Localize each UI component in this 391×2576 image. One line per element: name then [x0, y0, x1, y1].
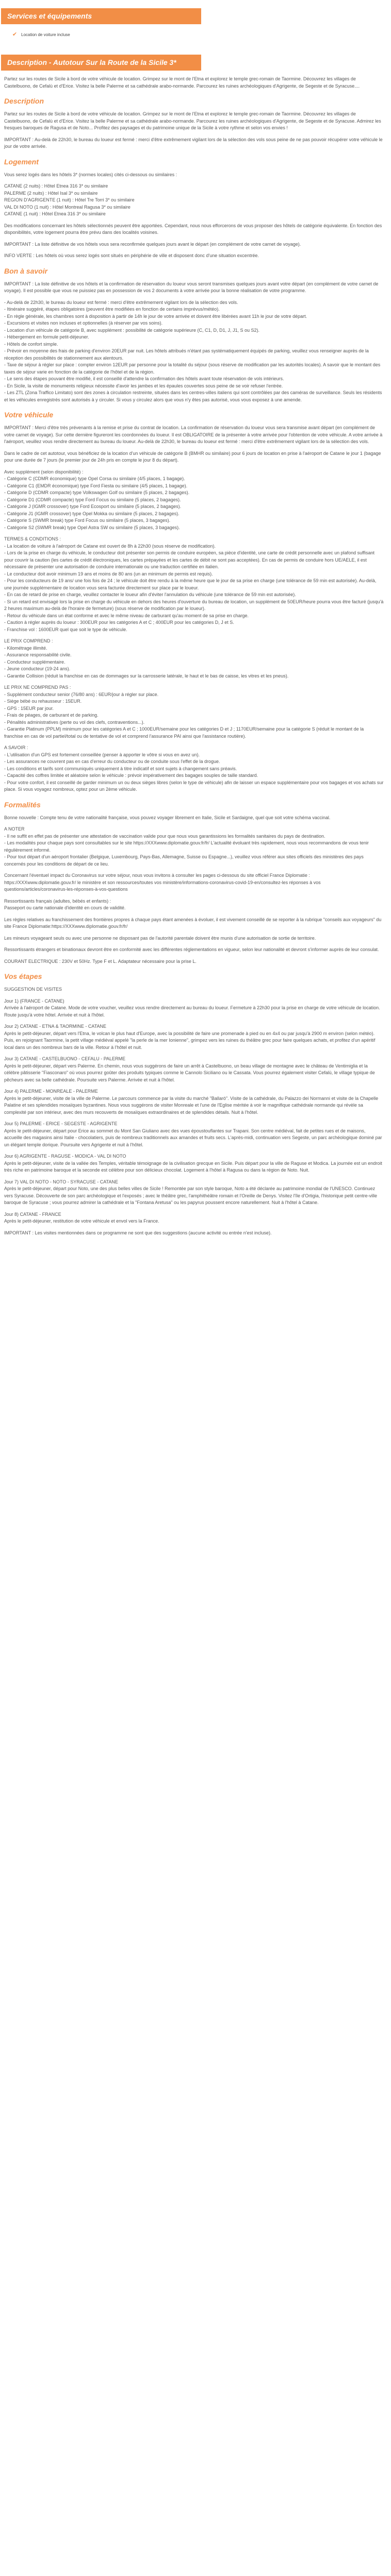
page	[0, 0, 391, 1262]
section-paragraph: CATANE (2 nuits) : Hôtel Etnea 316 3* ou similaire PALERME (2 nuits) : Hôtel Isal 3* ou similaire REGION D'AGRIGENTE (1 nuit) : Hôtel Tre Torri 3* ou similaire VAL DI NOTO (1 nuit) : Hôtel Montreal Ragusa 3* ou similaire CATANE (1 nuit) : Hôtel Etnea 316 3* ou similaire	[4, 183, 135, 216]
service-item-label: Location de voiture incluse	[21, 32, 70, 37]
section-heading: Logement	[4, 157, 39, 166]
section-paragraph: A NOTER - Il ne suffit en effet pas de présenter une attestation de vaccination valide pour que nous vous garantissions les formalités sanitaires du pays de destination. - Les modalités pour chaque pays sont consultables sur le site https://XXXwww.diplomatie.gouv.fr/fr/ L'actualité évoluant très rapidement, nous vous recommandons de vous tenir régulièrement informé. - Pour tout départ d'un aéroport frontalier (Belgique, Luxembourg, Pays-Bas, Allemagne, Suisse ou Espagne...), veuillez vous référer aux sites officiels des ministères des pays concernés pour les conditions de départ de ce lieu.	[4, 826, 369, 867]
section-paragraph: IMPORTANT : Au-delà de 22h30, le bureau du loueur est fermé : merci d'être extrêmement vigilant lors de la sélection des vols sous peine de ne pas pouvoir récupérer votre véhicule le jour de votre arrivée.	[4, 137, 383, 149]
section-paragraph: A SAVOIR : - L'utilisation d'un GPS est fortement conseillée (penser à apporter le vôtre si vous en avez un). - Les assurances ne couvrent pas en cas d'erreur du conducteur ou de conduite sous l'effet de la drogue. - Les conditions et tarifs sont communiqués uniquement à titre indicatif et sont sujets à changement sans préavis. - Capacité des coffres limitée et aléatoire selon le véhicule : prévoir impérativement des bagages souples de taille standard. - Pour votre confort, il est conseillé de garder minimum un ou deux sièges libres (selon le type de véhicule) afin de laisser un espace supplémentaire pour vos bagages et vos achats sur place. Si vous voyagez nombreux, optez pour un 2ème véhicule.	[4, 745, 384, 792]
section-paragraph: IMPORTANT : Merci d'être très prévenants à la remise et prise du contrat de location. La confirmation de réservation du loueur vous sera transmise avant départ (en complément de votre carnet de voyage). Sur cette dernière figureront les coordonnées du loueur. Il est OBLIGATOIRE de la présenter à votre arrivée pour l'obtention de votre véhicule. A votre arrivée à l'aéroport, veuillez vous rendre directement au bureau du loueur. Au-delà de 22h30, le bureau du loueur est fermé : merci d'être extrêmement vigilant lors de la sélection des vols.	[4, 425, 383, 444]
section-paragraph: IMPORTANT : Les visites mentionnées dans ce programme ne sont que des suggestions (aucune activité ou entrée n'est incluse).	[4, 1230, 272, 1235]
section-paragraph: Avec supplément (selon disponibilité) : - Catégorie C (CDMR économique) type Opel Corsa ou similaire (4/5 places, 1 bagage). - Catégorie C1 (EMDR économique) type Ford Fiesta ou similaire (4/5 places, 1 bagage). - Catégorie D (CDMR compacte) type Volkswagen Golf ou similaire (5 places, 2 bagages). - Catégorie D1 (CDMR compacte) type Ford Focus ou similaire (5 places, 2 bagages). - Catégorie J (IGMR crossover) type Ford Ecosport ou similaire (5 places, 2 bagages). - Catégorie J1 (IGMR crossover) type Opel Mokka ou similaire (5 places, 2 bagages). - Catégorie S (SWMR break) type Ford Focus ou similaire (5 places, 3 bagages). - Catégorie S2 (SWMR break) type Opel Astra SW ou similaire (5 places, 3 bagages).	[4, 469, 190, 530]
section-paragraph: Les mineurs voyageant seuls ou avec une personne ne disposant pas de l'autorité parentale doivent être munis d'une autorisation de sortie de territoire.	[4, 935, 316, 941]
section-paragraph: Partez sur les routes de Sicile à bord de votre véhicule de location. Grimpez sur le mont de l'Etna et explorez le temple grec-romain de Taormine. Découvrez les villages de Castelbuono, de Cefalù et d'Erice. Visitez la belle Palerme et sa cathédrale arabo-normande. Parcourez les ruines archéologiques d'Agrigente, de Segeste et de Syracuse. Admirez les fresques baroques de Ragusa et de Noto... Profitez des paysages et du patrimoine unique de la Sicile à votre rythme et selon vos envies !	[4, 111, 381, 130]
section-paragraph: Jour 1) (FRANCE - CATANE) Arrivée à l'aéroport de Catane. Mode de votre voucher, veuillez vous rendre directement au bureau du loueur. Fermeture à 22h30 pour la prise en charge de votre véhicule de location. Route jusqu'à votre hôtel. Arrivée et nuit à l'hôtel.	[4, 998, 380, 1018]
section-paragraph: Des modifications concernant les hôtels sélectionnés peuvent être apportées. Cependant, nous nous efforcerons de vous proposer des hôtels de catégorie équivalente. En fonction des disponibilités, votre logement pourra être prévu dans des localités voisines.	[4, 223, 382, 235]
section-paragraph: Jour 6) AGRIGENTE - RAGUSE - MODICA - VAL DI NOTO Après le petit-déjeuner, visite de la vallée des Temples, véritable témoignage de la civilisation grecque en Sicile. Puis départ pour la ville de Raguse et Modica. La journée est un endroit très riche en patrimoine baroque et la seconde est célèbre pour son délicieux chocolat. Logement à l'hôtel à Ragusa ou dans la région de Noto. Nuit.	[4, 1154, 382, 1173]
section-paragraph: COURANT ELECTRIQUE : 230V et 50Hz. Type F et L. Adaptateur nécessaire pour la prise L.	[4, 958, 197, 964]
section-paragraph: Jour 7) VAL DI NOTO - NOTO - SYRACUSE - CATANE Après le petit-déjeuner, départ pour Noto, une des plus belles villes de Sicile ! Remontée par son style baroque, Noto a été déclarée au patrimoine mondial de l'UNESCO. Continuez vers Syracuse. Découverte de son parc archéologique et l'exposés ; avec le théâtre grec, l'amphithéâtre romain et l'Oreille de Denys. Visitez l'île d'Ortigia, l'historique petit centre-ville baroque de Syracuse ; vous pourrez admirer la cathédrale et la "Fontana Aretusa" ou les papyrus poussent encore naturellement. Nuit à l'hôtel à Catane.	[4, 1179, 377, 1205]
content	[0, 76, 391, 1236]
section-paragraph: Vous serez logés dans les hôtels 3* (normes locales) cités ci-dessous ou similaires :	[4, 172, 177, 177]
section-paragraph: IMPORTANT : La liste définitive de vos hôtels vous sera reconfirmée quelques jours avant le départ (en complément de votre carnet de voyage).	[4, 241, 301, 247]
section-paragraph: SUGGESTION DE VISITES	[4, 987, 62, 992]
section-paragraph: Jour 5) PALERME - ERICE - SEGESTE - AGRIGENTE Après le petit-déjeuner, départ pour Erice au sommet du Mont San Giuliano avec des vues époustouflantes sur Trapani. Son centre médiéval, fait de petites rues et de maisons, accueille des magasins ainsi Italie - chocolatiers, puis de nombreux traditionnels aux amandes et fruits secs. L'après-midi, continuation vers Segeste, un parc archéologique dominé par un élégant temple dorique. Poursuite vers Agrigente et nuit à l'hôtel.	[4, 1121, 382, 1147]
section-paragraph: Jour 2) CATANE - ETNA & TAORMINE - CATANE Après le petit-déjeuner, départ vers l'Etna, le volcan le plus haut d'Europe, avec la possibilité de faire une promenade à pied ou en 4x4 ou par jusqu'à 2900 m environ (selon météo). Puis, en rejoignant Taormine, la petit village médiéval appelé "la perle de la mer Ionienne", grimpez vers les ruines du théâtre grec pour faire quelques achats, et profitez d'un apéritif local dans un des nombreux bars de la ville. Retour à l'hôtel et nuit.	[4, 1024, 376, 1050]
section-paragraph: - Au-delà de 22h30, le bureau du loueur est fermé : merci d'être extrêmement vigilant lors de la sélection des vols. - Itinéraire suggéré, étapes obligatoires (peuvent être modifiées en fonction de certains imprévus/météo). - En règle générale, les chambres sont à disposition à partir de 14h le jour de votre arrivée et doivent être libérées avant 11h le jour de votre départ. - Excursions et visites non incluses et optionnelles (à réserver par vos soins). - Location d'un véhicule de catégorie B, avec supplément : possibilité de catégorie supérieure (C, C1, D, D1, J, J1, S ou S2). - Hébergement en formule petit-déjeuner. - Hôtels de confort simple. - Prévoir en moyenne des frais de parking d'environ 20EUR par nuit. Les hôtels attribués n'étant pas systématiquement équipés de parking, veuillez vous renseigner auprès de la réception des possibilités de stationnement aux alentours. - Taxe de séjour à régler sur place : compter environ 12EUR par personne pour la totalité du séjour (sous réserve de modification par les autorités locales). A savoir que le montant des taxes de séjour varie en fonction de la catégorie de l'hôtel et de la région. - Le sens des étapes pouvant être modifié, il est conseillé d'attendre la confirmation des hôtels avant toute réservation de vols intérieurs. - En Sicile, la visite de monuments religieux nécessite d'avoir les jambes et les épaules couvertes sous peine de se voir refuser l'entrée. - Les ZTL (Zona Traffico Limitato) sont des zones à circulation restreinte, situées dans les centres-villes italiens qui sont contrôlées par des caméras de surveillance. Seuls les résidents et les véhicules enregistrés sont autorisés à y circuler. Si vous y circulez alors que vous n'y êtes pas autorisé, vous vous exposez à une amende.	[4, 299, 382, 402]
section-paragraph: INFO VERTE : Les hôtels où vous serez logés sont situés en périphérie de ville et disposent donc d'une situation excentrée.	[4, 253, 259, 258]
description-intro: Partez sur les routes de Sicile à bord de votre véhicule de location. Grimpez sur le mont de l'Etna et explorez le temple grec-romain de Taormine. Découvrez les villages de Castelbuono, de Cefalù et d'Erice. Visitez la belle Palerme et sa cathédrale arabo-normande. Parcourez les ruines archéologiques d'Agrigente, de Segeste et de Syracuse....	[4, 76, 360, 89]
service-item	[0, 24, 391, 49]
section-heading: Formalités	[4, 800, 41, 809]
section-heading: Description	[4, 97, 44, 105]
section-paragraph: Jour 3) CATANE - CASTELBUONO - CEFALU - PALERME Après le petit-déjeuner, départ vers Palerme. En chemin, nous vous suggérons de faire un arrêt à Castelbuono, un beau village de montagne avec le château de Ventimiglia et la célèbre pâtisserie "Fiasconaro" où vous pourrez goûter des produits typiques comme le Cannolo Siciliano ou le Cassata. Vous pourrez également visiter Cefalù, le village typique de pêcheurs avec sa belle cathédrale. Poursuite vers Palerme. Arrivée et nuit à l'hôtel.	[4, 1056, 375, 1082]
section-paragraph: LE PRIX NE COMPREND PAS : - Supplément conducteur senior (76/80 ans) : 6EUR/jour à régler sur place. - Siège bébé ou rehausseur : 15EUR. - GPS : 15EUR par jour. - Frais de péages, de carburant et de parking. - Pénalités administratives (perte ou vol des clefs, contraventions...). - Garantie Platinum (PPLM) minimum pour les catégories A et C ; 1000EUR/semaine pour les catégories D et J ; 1170EUR/semaine pour la catégorie S (réduit le montant de la franchise en cas de vol partiel/total ou de tentative de vol et comprend l'assurance PAI ainsi que l'assistance routière).	[4, 685, 364, 739]
section-heading: Votre véhicule	[4, 411, 54, 419]
section-paragraph: Les règles relatives au franchissement des frontières propres à chaque pays étant amenées à évoluer, il est vivement conseillé de se reporter à la rubrique "conseils aux voyageurs" du site France Diplomatie:https://XXXwww.diplomatie.gouv.fr/fr/	[4, 917, 382, 929]
sections	[4, 96, 384, 1236]
section-paragraph: Jour 4) PALERME - MONREALE - PALERME Après le petit-déjeuner, visite de la ville de Palerme. Le parcours commence par la visite du marché "Ballarò". Visite de la cathédrale, du Palazzo dei Normanni et visite de la Chapelle Palatine et ses splendides mosaïques byzantines. Nous vous suggérons de visiter Monreale et l'une de l'Eglise méritée à voir le magnifique cathédrale normande qui révèle sa complexité par son intérieur, avec des murs recouverts de mosaïques extraordinaires et de splendides détails. Nuit à l'hôtel.	[4, 1089, 379, 1115]
section-paragraph: Ressortissants étrangers et binationaux devront être en conformité avec les différentes réglementations en vigueur, selon leur nationalité et devront s'informer auprès de leur consulat.	[4, 947, 379, 952]
section-heading: Vos étapes	[4, 972, 42, 980]
section-paragraph: Jour 8) CATANE - FRANCE Après le petit-déjeuner, restitution de votre véhicule et envol vers la France.	[4, 1211, 159, 1224]
section-paragraph: TERMES & CONDITIONS : - La location de voiture à l'aéroport de Catane est ouvert de 8h à 22h30 (sous réserve de modification). - Lors de la prise en charge du véhicule, le conducteur doit présenter son permis de conduire européen, sa pièce d'identité, une carte de crédit personnelle avec un plafond suffisant pour couvrir la caution (les cartes de crédit électroniques, les cartes prépayées et les cartes de débit ne sont pas acceptées). En cas de permis de conduire hors UE/AELE, il est nécessaire de présenter une autorisation de conduire internationale ou une traduction certifiée en italien. - Le conducteur doit avoir minimum 19 ans et moins de 80 ans (un an minimum de permis est requis). - Pour les conducteurs de 19 ans/ une fois fois de 24 ; le véhicule doit être rendu à la même heure que le jour de sa prise en charge (une tolérance de 59 min est autorisée). Au-delà, une journée supplémentaire de location vous sera facturée directement sur place par le loueur. - En cas de retard de prise en charge, veuillez contacter le loueur afin d'éviter l'annulation du véhicule (une tolérance de 59 min est autorisée). - Si un retard est envisagé lors la prise en charge du véhicule en dehors des heures d'ouverture du bureau de location, un supplément de 50EUR/heure pourra vous être facturé (jusqu'à 2 heures maximum au-delà de l'horaire de fermeture) (sous réserve de modification par le loueur). - Retour du véhicule dans un état conforme et avec le même niveau de carburant qu'au moment de sa prise en charge. - Caution à régler auprès du loueur : 300EUR pour les catégories A et C ; 400EUR pour les catégories D, J et S. - Franchise vol : 1600EUR quel que soit le type de véhicule.	[4, 536, 384, 632]
section-paragraph: LE PRIX COMPREND : - Kilométrage illimité. - Assurance responsabilité civile. - Conducteur supplémentaire. - Jeune conducteur (19-24 ans). - Garantie Collision (réduit la franchise en cas de dommages sur la carrosserie latérale, le haut et le bas de caisse, les vitres et les pneus).	[4, 638, 289, 679]
section-heading: Bon à savoir	[4, 266, 48, 275]
checkmark-icon: ✔	[12, 31, 18, 38]
description-banner: Description - Autotour Sur la Route de la Sicile 3*	[1, 55, 201, 71]
section-paragraph: IMPORTANT : La liste définitive de vos hôtels et la confirmation de réservation du loueur vous seront transmises quelques jours avant votre départ (en complément de votre carnet de voyage). Il est possible que vous ne puissiez pas en possession de vos 2 documents à votre arrivée pour la bonne réalisation de votre programme.	[4, 281, 379, 293]
section-paragraph: Bonne nouvelle : Compte tenu de votre nationalité française, vous pouvez voyager librement en Italie, Sicile et Sardaigne, quel que soit votre schéma vaccinal.	[4, 815, 331, 820]
services-banner: Services et équipements	[1, 8, 201, 24]
section-paragraph: Ressortissants français (adultes, bébés et enfants) : Passeport ou carte nationale d'identité en cours de validité.	[4, 898, 126, 910]
section-paragraph: Dans le cadre de cet autotour, vous bénéficiez de la location d'un véhicule de catégorie B (BMHR ou similaire) pour 6 jours de location en prise à l'aéroport de Catane le jour 1 (bagage pour une durée de 7 jours (le premier jour de 24h pris en compte le jour 8 du départ).	[4, 450, 381, 463]
section-paragraph: Concernant l'éventuel impact du Coronavirus sur votre séjour, nous vous invitons à consulter les pages ci-dessous du site officiel France Diplomatie : https://XXXwww.diplomatie.gouv.fr/ le ministère et son ressources/toutes vos ministère/informations-coronavirus-covid-19-en/consultez-les réponses à vos questions/articles/coronavirus-les-réponses-à-vos-questions	[4, 873, 321, 892]
